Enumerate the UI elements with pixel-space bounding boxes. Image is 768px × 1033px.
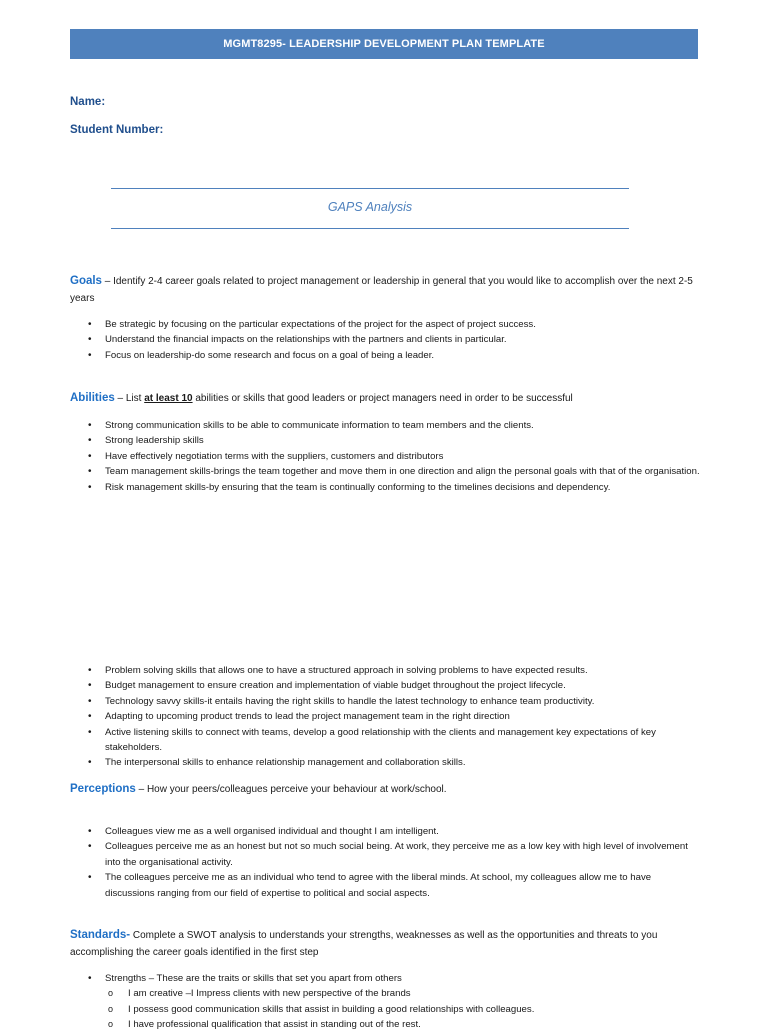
perceptions-instructions: – How your peers/colleagues perceive your behaviour at work/school. xyxy=(135,784,447,795)
list-item: • Adapting to upcoming product trends to lead the project management team in the right direction xyxy=(88,709,700,724)
list-item: • Strong communication skills to be able to communicate information to team members and the clients. xyxy=(88,418,700,433)
list-item xyxy=(88,971,700,1033)
list-item: • Focus on leadership-do some research and focus on a goal of being a leader. xyxy=(88,348,700,363)
goals-heading: Goals xyxy=(70,275,102,287)
list-item: • Risk management skills-by ensuring that the team is continually conforming to the timelines decisions and dependency. xyxy=(88,480,700,495)
abilities-instructions-start: – List xyxy=(114,393,145,404)
student-number-label: Student Number: xyxy=(70,124,164,136)
divider-bottom xyxy=(111,228,629,229)
abilities-list-continued xyxy=(88,663,700,771)
goals-list xyxy=(88,317,700,363)
abilities-emphasis: at least 10 xyxy=(144,393,193,404)
standards-instructions: Complete a SWOT analysis to understands your strengths, weaknesses as well as the opportunities and threats to you accomplishing the career goals identified in the first step xyxy=(70,930,658,958)
abilities-instructions-end: abilities or skills that good leaders or project managers need in order to be successful xyxy=(192,393,573,404)
standards-section-intro xyxy=(70,927,700,961)
list-item: • Be strategic by focusing on the particular expectations of the project for the aspect of project success. xyxy=(88,317,700,332)
gaps-analysis-title: GAPS Analysis xyxy=(327,200,413,214)
page-title-banner xyxy=(70,29,698,59)
list-item: • Have effectively negotiation terms with the suppliers, customers and distributors xyxy=(88,449,700,464)
list-item: • Budget management to ensure creation and implementation of viable budget throughout the project lifecycle. xyxy=(88,678,700,693)
list-item: • The interpersonal skills to enhance relationship management and collaboration skills. xyxy=(88,755,700,770)
perceptions-list xyxy=(88,824,700,901)
list-item: • Colleagues view me as a well organised individual and thought I am intelligent. xyxy=(88,824,700,839)
list-item: • Active listening skills to connect with teams, develop a good relationship with the clients and management key expectations of key stakeholders. xyxy=(88,725,700,756)
sublist-item: o I have professional qualification that assist in standing out of the rest. xyxy=(88,1017,700,1032)
list-item: • Technology savvy skills-it entails having the right skills to handle the latest technology to enhance team productivity. xyxy=(88,694,700,709)
list-item: • Colleagues perceive me as an honest but not so much social being. At work, they perceive me as a low key with high level of involvement into the organisational activity. xyxy=(88,839,700,870)
standards-heading: Standards- xyxy=(70,929,131,941)
sublist-item: o I am creative –I Impress clients with new perspective of the brands xyxy=(88,986,700,1001)
list-item: • Team management skills-brings the team together and move them in one direction and align the personal goals with that of the organisation. xyxy=(88,464,700,479)
goals-instructions: – Identify 2-4 career goals related to project management or leadership in general that you would like to accomplish over the next 2-5 years xyxy=(70,276,693,304)
list-item: • Understand the financial impacts on the relationships with the partners and clients in particular. xyxy=(88,332,700,347)
list-item: • The colleagues perceive me as an individual who tend to agree with the liberal minds. At school, my colleagues allow me to have discussions ranging from our field of expertise to political and social aspects. xyxy=(88,870,700,901)
name-label: Name: xyxy=(70,96,106,108)
list-item: • Strong leadership skills xyxy=(88,433,700,448)
abilities-list xyxy=(88,418,700,495)
standards-list xyxy=(88,971,700,1033)
strengths-sublist xyxy=(88,986,700,1032)
abilities-heading: Abilities xyxy=(70,392,115,404)
goals-section-intro xyxy=(70,273,700,307)
page-title: MGMT8295- LEADERSHIP DEVELOPMENT PLAN TEMPLATE xyxy=(223,38,545,50)
perceptions-heading: Perceptions xyxy=(70,783,136,795)
divider-top xyxy=(111,188,629,189)
sublist-item: o I possess good communication skills that assist in building a good relationships with colleagues. xyxy=(88,1002,700,1017)
list-item: • Problem solving skills that allows one to have a structured approach in solving problems to have expected results. xyxy=(88,663,700,678)
perceptions-section-intro xyxy=(70,781,700,798)
abilities-section-intro xyxy=(70,390,700,407)
strengths-label: Strengths – These are the traits or skills that set you apart from others xyxy=(105,973,402,984)
